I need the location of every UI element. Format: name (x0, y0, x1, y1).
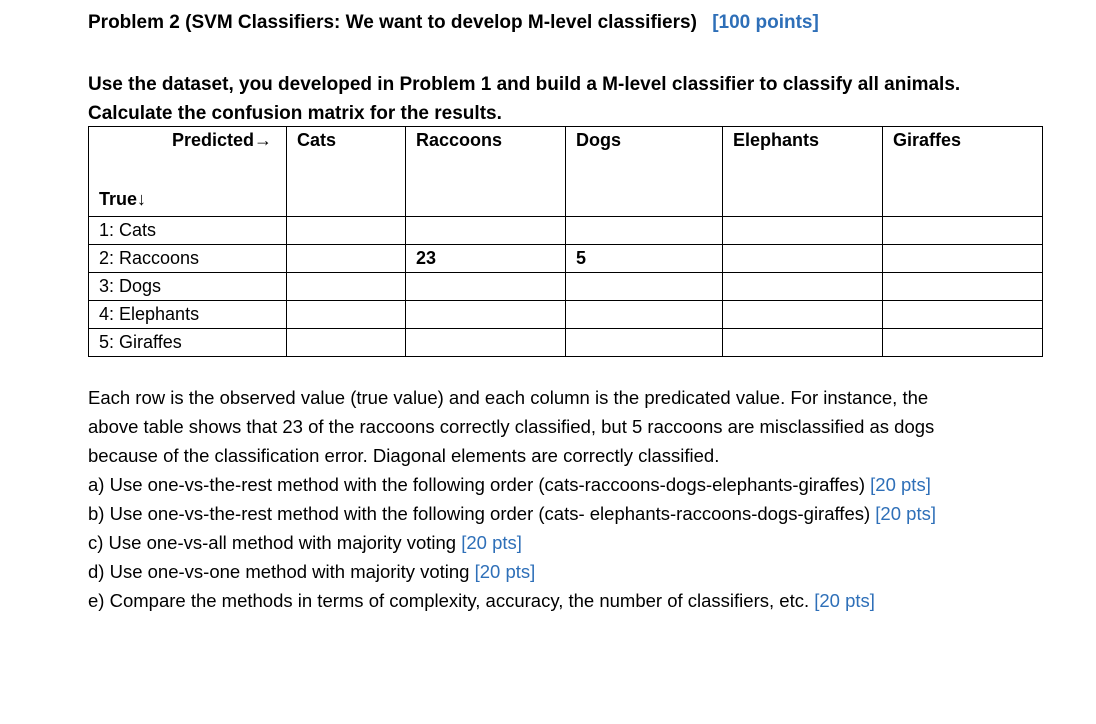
predicted-axis-label: Predicted→ (171, 130, 272, 150)
task-item-text: e) Compare the methods in terms of complexity, accuracy, the number of classifiers, etc. (88, 590, 810, 611)
row-label-dogs: 3: Dogs (89, 273, 287, 301)
intro-paragraph (88, 70, 960, 128)
table-cell (723, 217, 883, 245)
problem-total-points: [100 points] (712, 12, 819, 33)
table-row (89, 217, 1043, 245)
table-cell (883, 301, 1043, 329)
table-cell (723, 301, 883, 329)
table-cell (883, 217, 1043, 245)
confusion-matrix-table (88, 126, 1043, 357)
table-row (89, 245, 1043, 273)
task-item-points: [20 pts] (474, 561, 536, 582)
table-cell (287, 273, 406, 301)
task-item-points: [20 pts] (814, 590, 875, 611)
task-item-text: b) Use one-vs-the-rest method with the following order (cats- elephants-raccoons-dogs-giraffes) (88, 503, 871, 524)
row-label-elephants: 4: Elephants (89, 301, 287, 329)
table-cell (723, 273, 883, 301)
task-item-c (88, 528, 936, 557)
task-item-text: a) Use one-vs-the-rest method with the following order (cats-raccoons-dogs-elephants-giraffes) (88, 474, 866, 495)
corner-cell (89, 127, 287, 217)
task-item-points: [20 pts] (875, 503, 936, 524)
table-cell (723, 329, 883, 357)
intro-line-2: Calculate the confusion matrix for the results. (88, 103, 502, 124)
table-cell (883, 245, 1043, 273)
table-cell (406, 329, 566, 357)
table-cell (883, 329, 1043, 357)
table-cell (566, 329, 723, 357)
table-cell (287, 301, 406, 329)
problem-title-text: Problem 2 (SVM Classifiers: We want to develop M-level classifiers) (88, 12, 697, 33)
intro-line-1: Use the dataset, you developed in Problem 1 and build a M-level classifier to classify all animals. (88, 74, 961, 95)
table-row (89, 273, 1043, 301)
table-cell (883, 273, 1043, 301)
description-paragraph (88, 383, 936, 615)
column-header-raccoons: Raccoons (406, 127, 566, 217)
true-axis-label: True↓ (99, 189, 147, 209)
table-cell (287, 329, 406, 357)
table-cell (406, 217, 566, 245)
table-cell (723, 245, 883, 273)
row-label-raccoons: 2: Raccoons (89, 245, 287, 273)
table-cell (406, 301, 566, 329)
table-cell (566, 217, 723, 245)
task-item-text: d) Use one-vs-one method with majority voting (88, 561, 470, 582)
task-item-points: [20 pts] (461, 532, 522, 553)
task-item-text: c) Use one-vs-all method with majority voting (88, 532, 457, 553)
task-item-d (88, 557, 936, 586)
table-cell (566, 273, 723, 301)
column-header-elephants: Elephants (723, 127, 883, 217)
row-label-cats: 1: Cats (89, 217, 287, 245)
task-item-b (88, 499, 936, 528)
task-item-a (88, 470, 936, 499)
row-label-giraffes: 5: Giraffes (89, 329, 287, 357)
task-item-points: [20 pts] (870, 474, 931, 495)
table-cell (287, 245, 406, 273)
raccoons-dogs-cell: 5 (566, 245, 723, 273)
table-row (89, 301, 1043, 329)
description-line-1: Each row is the observed value (true value) and each column is the predicated value. For instance, the (88, 387, 929, 408)
table-row (89, 329, 1043, 357)
table-cell (406, 273, 566, 301)
description-line-3: because of the classification error. Diagonal elements are correctly classified. (88, 445, 720, 466)
table-header-row (89, 127, 1043, 217)
raccoons-raccoons-cell: 23 (406, 245, 566, 273)
table-cell (566, 301, 723, 329)
problem-title (88, 12, 819, 34)
column-header-dogs: Dogs (566, 127, 723, 217)
task-item-e (88, 586, 936, 615)
column-header-giraffes: Giraffes (883, 127, 1043, 217)
column-header-cats: Cats (287, 127, 406, 217)
table-cell (287, 217, 406, 245)
description-line-2: above table shows that 23 of the raccoons correctly classified, but 5 raccoons are misclassified as dogs (88, 416, 935, 437)
